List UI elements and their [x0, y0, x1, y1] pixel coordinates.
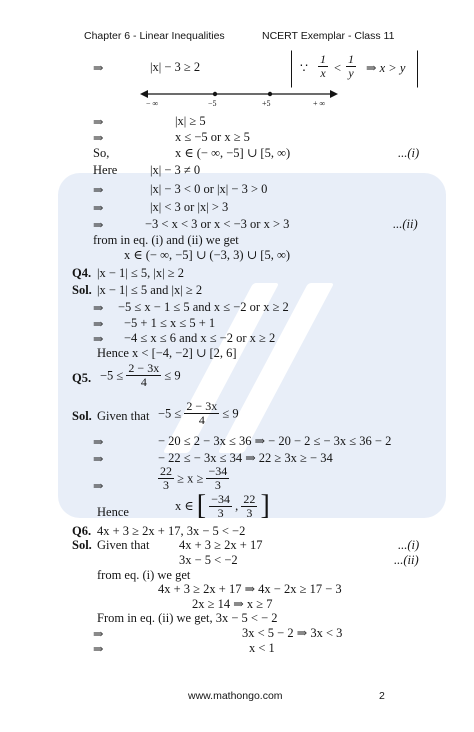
expression: −5 + 1 ≤ x ≤ 5 + 1: [124, 316, 216, 330]
equation-tag: ...(ii): [394, 553, 419, 567]
question-label: Q6.: [72, 524, 92, 538]
implies-arrow: ⇒: [93, 332, 104, 346]
implies-arrow: ⇒: [93, 301, 104, 315]
comma: ,: [235, 499, 239, 513]
denominator: x: [320, 66, 326, 80]
expression: 3x < 5 − 2 ⇒ 3x < 3: [242, 626, 343, 640]
label-minus-inf: − ∞: [146, 99, 159, 108]
fraction: [126, 362, 161, 389]
right-arrowhead: [330, 90, 338, 98]
expression-right: ≤ 9: [164, 368, 181, 383]
expression: − 20 ≤ 2 − 3x ≤ 36 ⇒ − 20 − 2 ≤ − 3x ≤ 36 − 2: [158, 434, 392, 448]
expression: x ∈ (− ∞, −5] ∪ [5, ∞): [175, 146, 291, 160]
expression: 4x + 3 ≥ 2x + 17 ⇒ 4x − 2x ≥ 17 − 3: [158, 582, 342, 596]
solution-label: Sol.: [72, 409, 92, 423]
implies-arrow: ⇒: [93, 435, 104, 449]
expression: |x| ≥ 5: [175, 114, 206, 128]
implies-arrow: ⇒: [93, 183, 104, 197]
expression-left: −5 ≤: [100, 368, 124, 383]
statement: from eq. (i) we get: [97, 568, 191, 582]
numerator: 2 − 3x: [128, 361, 160, 375]
given-label: Given that: [97, 409, 150, 423]
hence-label: Hence: [97, 505, 129, 519]
chapter-title: Chapter 6 - Linear Inequalities: [84, 30, 225, 42]
expression: |x| < 3 or |x| > 3: [150, 200, 229, 214]
solution-label: Sol.: [72, 283, 92, 297]
fraction: [318, 53, 328, 80]
right-bracket: ]: [260, 490, 270, 521]
fraction: [209, 493, 232, 520]
question-label: Q4.: [72, 266, 92, 280]
expression: |x − 1| ≤ 5 and |x| ≥ 2: [97, 283, 203, 297]
tick-minus5: [213, 92, 217, 96]
given-label: Given that: [97, 538, 150, 552]
expression-right: ≤ 9: [222, 406, 239, 421]
implies-arrow: ⇒: [93, 627, 104, 641]
equation-tag: ...(i): [398, 538, 420, 552]
numerator: 22: [160, 464, 172, 478]
implies-arrow: ⇒: [93, 218, 104, 232]
because-bracket: [291, 50, 418, 88]
because-symbol: ∵: [300, 61, 308, 75]
expression: − 22 ≤ − 3x ≤ 34 ⇒ 22 ≥ 3x ≥ − 34: [158, 451, 333, 465]
implies-arrow: ⇒: [93, 317, 104, 331]
fraction: [241, 493, 257, 520]
implication: ⇒ x > y: [366, 61, 406, 75]
implies-arrow: ⇒: [93, 201, 104, 215]
expression: x ∈ (− ∞, −5] ∪ (−3, 3) ∪ [5, ∞): [124, 248, 291, 262]
given-expression: [158, 400, 239, 427]
expression: |x| − 3 ≥ 2: [150, 60, 201, 74]
statement: from in eq. (i) and (ii) we get: [93, 233, 239, 247]
denominator: 4: [140, 375, 147, 389]
expression: x ≤ −5 or x ≥ 5: [175, 130, 250, 144]
here-label: Here: [93, 163, 118, 177]
numerator: −34: [208, 464, 228, 478]
implies-arrow: ⇒: [93, 479, 104, 493]
numerator: 2 − 3x: [186, 399, 218, 413]
membership: x ∈: [175, 499, 194, 513]
equation-tag: ...(i): [398, 146, 420, 160]
expression: x < 1: [249, 641, 275, 655]
expression: 2x ≥ 14 ⇒ x ≥ 7: [192, 597, 273, 611]
question-label: Q5.: [72, 371, 92, 385]
left-bracket: [: [196, 490, 207, 521]
expression: −3 < x < 3 or x < −3 or x > 3: [145, 217, 290, 231]
denominator: 3: [163, 478, 169, 492]
label-minus5: −5: [208, 99, 217, 108]
expression: −5 ≤ x − 1 ≤ 5 and x ≤ −2 or x ≥ 2: [118, 300, 289, 314]
statement: From in eq. (ii) we get, 3x − 5 < − 2: [97, 611, 278, 625]
implies-arrow: ⇒: [93, 131, 104, 145]
lt-symbol: <: [334, 61, 342, 75]
denominator: 3: [217, 505, 224, 520]
page-number: 2: [379, 690, 385, 702]
question-expression: [100, 362, 181, 389]
expression: 4x + 3 ≥ 2x + 17: [179, 538, 263, 552]
statement: Hence x < [−4, −2] ∪ [2, 6]: [97, 346, 237, 360]
denominator: 4: [198, 413, 205, 427]
fraction: [346, 53, 356, 80]
interval-expression: [175, 492, 270, 520]
question-text: 4x + 3 ≥ 2x + 17, 3x − 5 < −2: [97, 524, 246, 538]
numerator: 1: [320, 52, 326, 66]
numerator: 22: [243, 491, 256, 506]
implies-arrow: ⇒: [93, 642, 104, 656]
implies-arrow: ⇒: [93, 115, 104, 129]
label-plus-inf: + ∞: [313, 99, 326, 108]
implies-arrow: ⇒: [93, 452, 104, 466]
denominator: 3: [246, 505, 253, 520]
denominator: y: [348, 66, 354, 80]
question-text: |x − 1| ≤ 5, |x| ≥ 2: [97, 266, 185, 280]
fraction: [184, 400, 219, 427]
implies-arrow: ⇒: [93, 61, 104, 75]
footer-website: www.mathongo.com: [188, 690, 283, 702]
numerator: −34: [211, 491, 230, 506]
expression-middle: ≥ x ≥: [177, 471, 204, 486]
so-label: So,: [93, 146, 110, 160]
tick-plus5: [268, 92, 272, 96]
expression: |x| − 3 ≠ 0: [150, 163, 201, 177]
fraction: [158, 465, 174, 492]
book-title: NCERT Exemplar - Class 11: [262, 30, 395, 42]
expression: −4 ≤ x ≤ 6 and x ≤ −2 or x ≥ 2: [124, 331, 276, 345]
number-line: [140, 86, 340, 112]
denominator: 3: [214, 478, 221, 492]
numerator: 1: [348, 52, 354, 66]
expression: [158, 465, 229, 492]
expression-left: −5 ≤: [158, 406, 182, 421]
equation-tag: ...(ii): [393, 217, 418, 231]
expression: 3x − 5 < −2: [179, 553, 238, 567]
left-arrowhead: [140, 90, 148, 98]
fraction: [206, 465, 229, 492]
solution-label: Sol.: [72, 538, 92, 552]
label-plus5: +5: [262, 99, 271, 108]
expression: |x| − 3 < 0 or |x| − 3 > 0: [150, 182, 268, 196]
